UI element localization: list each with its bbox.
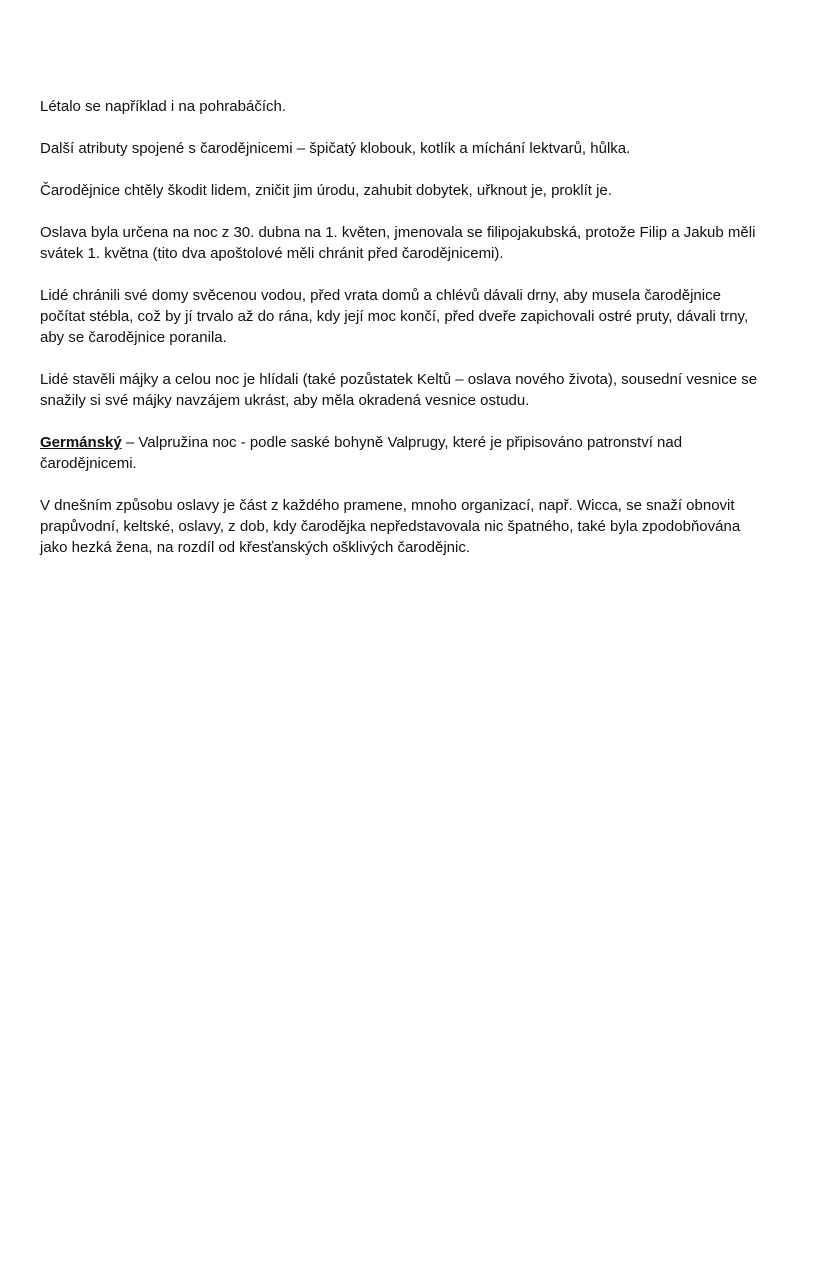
paragraph-text: Oslava byla určena na noc z 30. dubna na 1. květen, jmenovala se filipojakubská, protože Filip a Jakub měli svátek 1. května (tito dva apoštolové měli chránit před čarodějnicemi). <box>40 224 756 262</box>
paragraph-text: Čarodějnice chtěly škodit lidem, zničit jim úrodu, zahubit dobytek, uřknout je, proklít je. <box>40 182 612 199</box>
document-page <box>40 96 760 579</box>
paragraph-3 <box>40 180 760 201</box>
term-germansky: Germánský <box>40 434 122 451</box>
paragraph-text: Lidé stavěli májky a celou noc je hlídali (také pozůstatek Keltů – oslava nového života), sousední vesnice se snažily si své májky navzájem ukrást, aby měla okradená vesnice ostudu. <box>40 371 758 409</box>
paragraph-4 <box>40 222 760 264</box>
paragraph-2 <box>40 138 760 159</box>
paragraph-1 <box>40 96 760 117</box>
paragraph-text: Lidé chránili své domy svěcenou vodou, před vrata domů a chlévů dávali drny, aby musela čarodějnice počítat stébla, což by jí trvalo až do rána, kdy její moc končí, před dveře zapichovali ostré pruty, dávali trny, aby se čarodějnice poranila. <box>40 287 749 346</box>
paragraph-text: V dnešním způsobu oslavy je část z každého pramene, mnoho organizací, např. Wicca, se snaží obnovit prapůvodní, keltské, oslavy, z dob, kdy čarodějka nepředstavovala nic špatného, také byla zpodobňována jako hezká žena, na rozdíl od křesťanských ošklivých čarodějnic. <box>40 497 741 556</box>
paragraph-text: Létalo se například i na pohrabáčích. <box>40 98 286 115</box>
paragraph-7 <box>40 432 760 474</box>
paragraph-8 <box>40 495 760 558</box>
paragraph-text: Další atributy spojené s čarodějnicemi – špičatý klobouk, kotlík a míchání lektvarů, hůlka. <box>40 140 631 157</box>
paragraph-5 <box>40 285 760 348</box>
paragraph-text: – Valpružina noc - podle saské bohyně Valprugy, které je připisováno patronství nad čarodějnicemi. <box>40 434 683 472</box>
paragraph-6 <box>40 369 760 411</box>
